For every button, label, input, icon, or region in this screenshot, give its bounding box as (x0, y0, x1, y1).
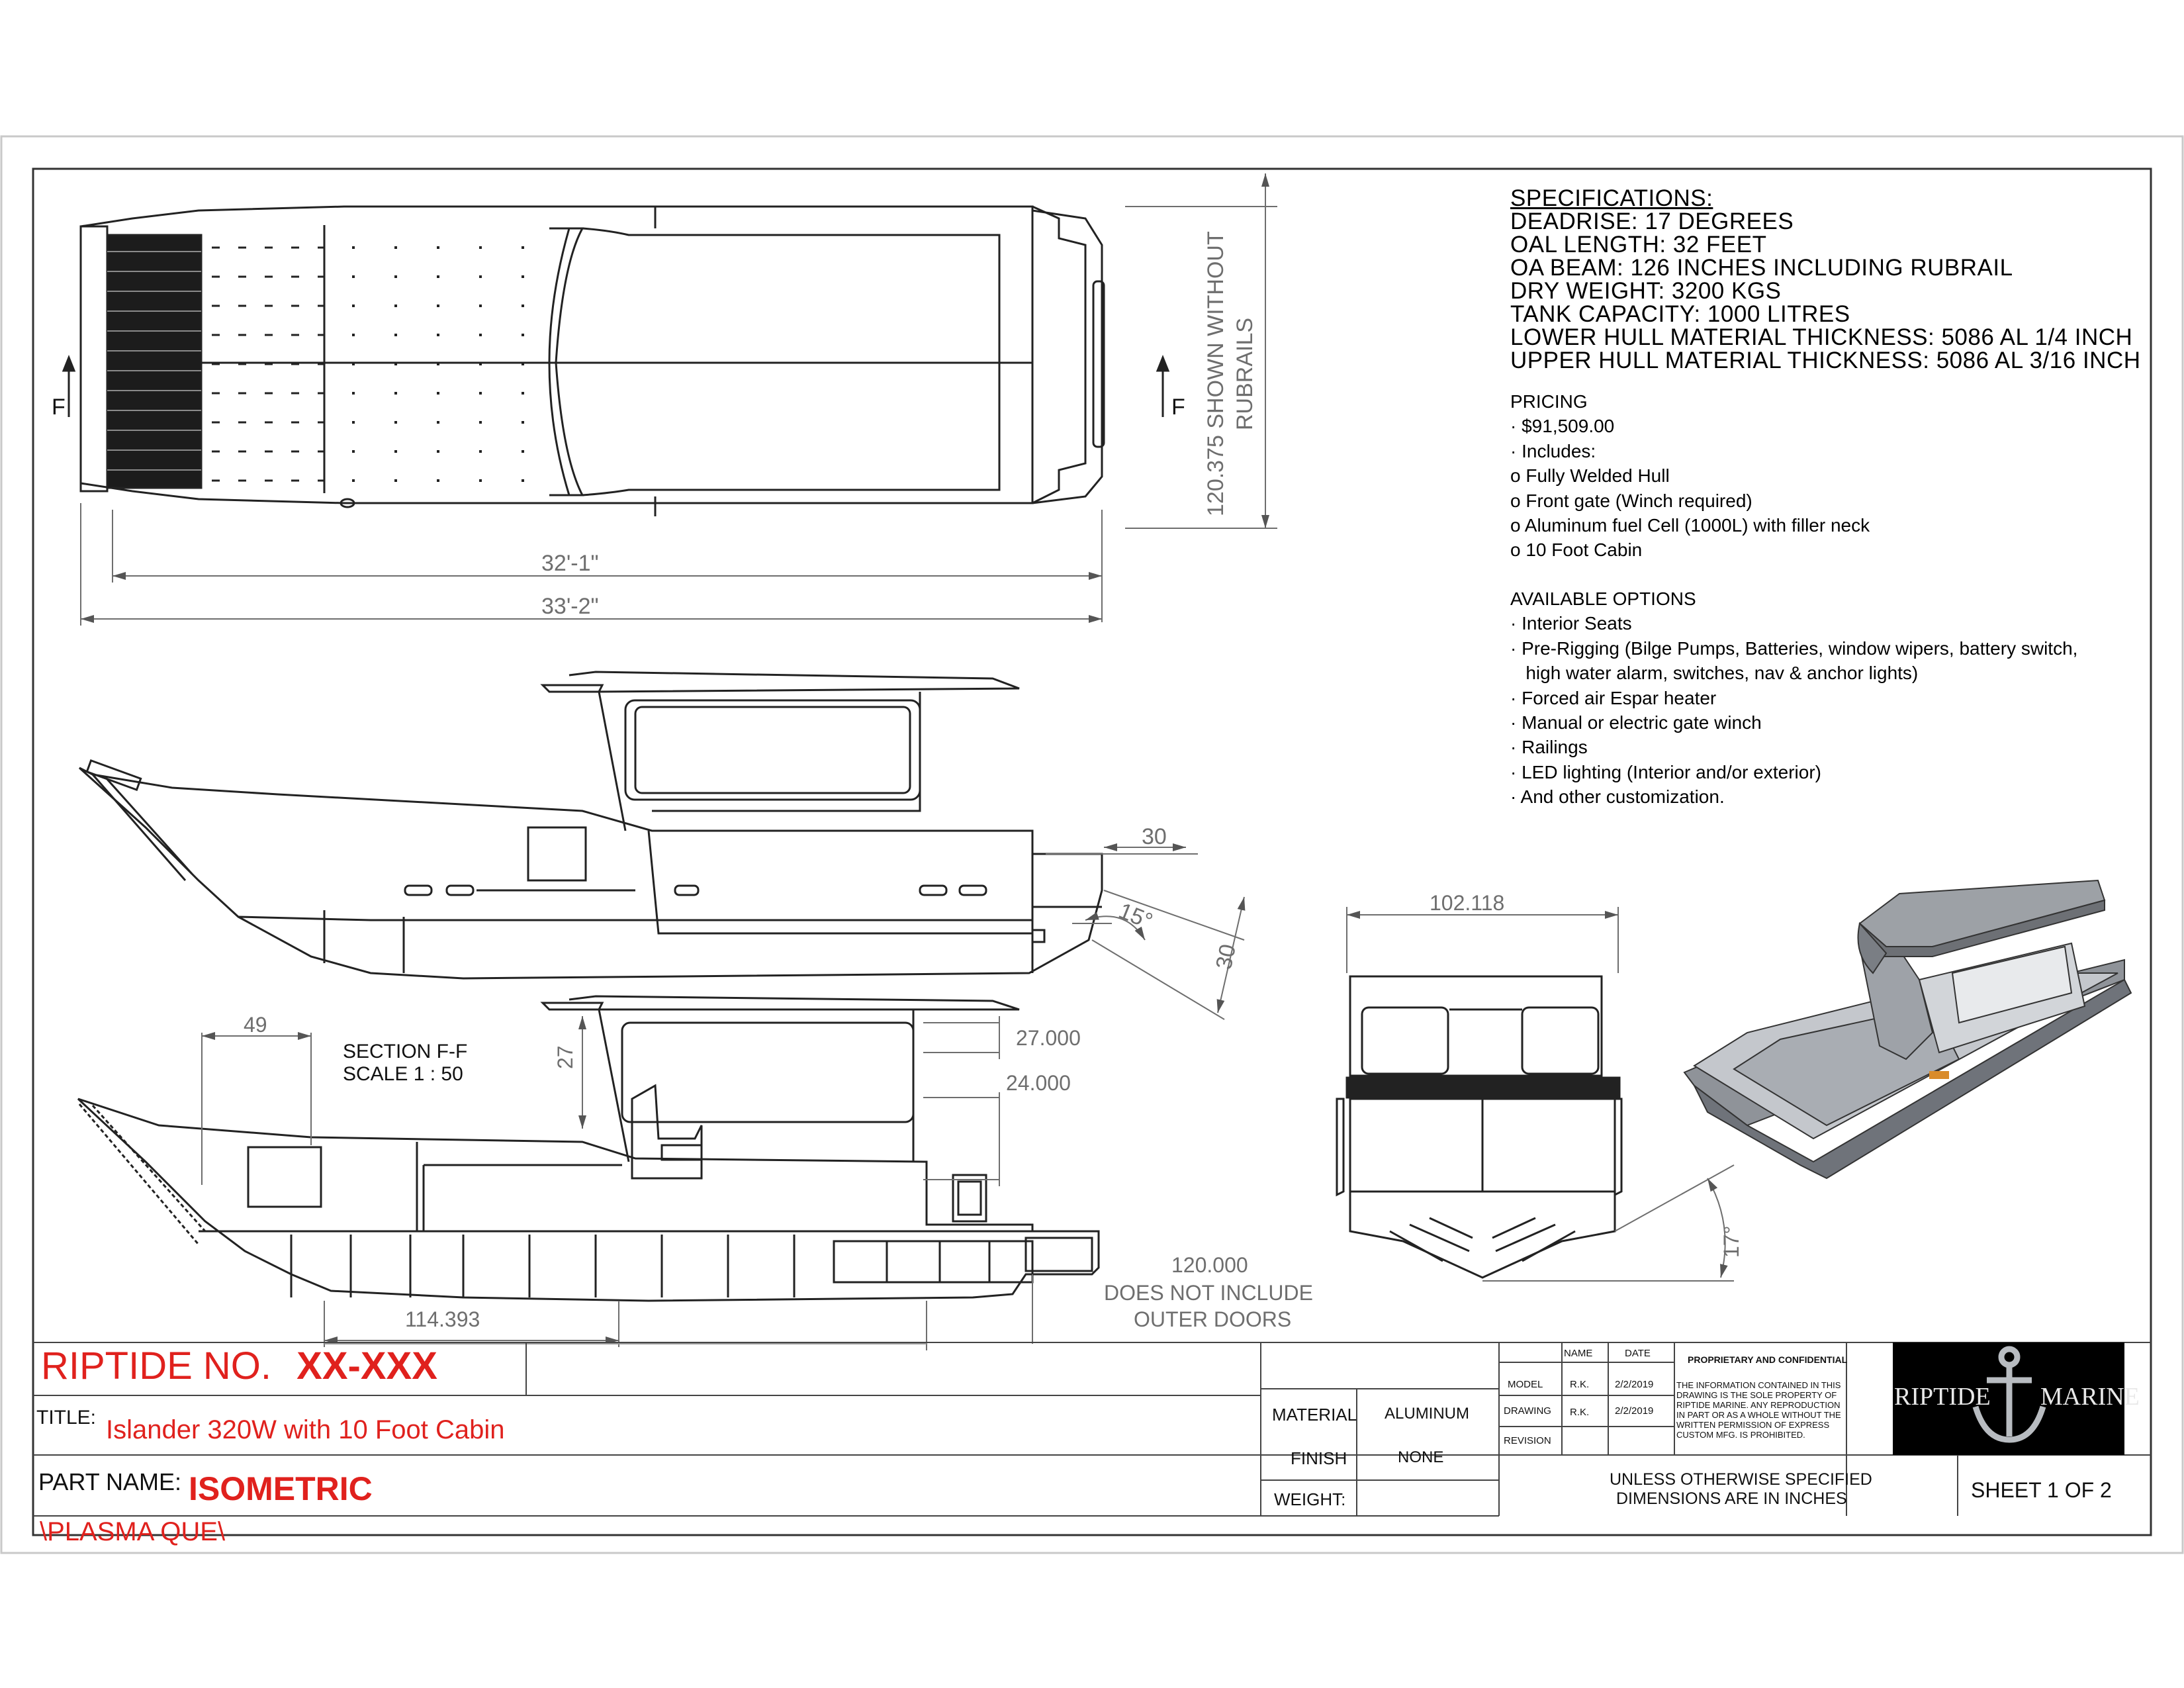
model-name: R.K. (1570, 1379, 1590, 1390)
plasma-que: \PLASMA QUE\ (40, 1517, 226, 1546)
title-value: Islander 320W with 10 Foot Cabin (106, 1415, 505, 1444)
proprietary-line: RIPTIDE MARINE. ANY REPRODUCTION (1676, 1400, 1841, 1410)
dim-length-overall: 33'-2" (541, 594, 599, 619)
proprietary-line: THE INFORMATION CONTAINED IN THIS (1676, 1380, 1841, 1390)
price: · $91,509.00 (1510, 416, 1615, 437)
material-value: ALUMINUM (1385, 1405, 1470, 1423)
finish-label: FINISH (1291, 1448, 1347, 1468)
pricing-block (1510, 389, 1870, 563)
includes-item: o Fully Welded Hull (1510, 465, 1670, 487)
spec-line: UPPER HULL MATERIAL THICKNESS: 5086 AL 3/16 INCH (1510, 348, 2141, 373)
proprietary-line: CUSTOM MFG. IS PROHIBITED. (1676, 1430, 1805, 1440)
includes-item: o Aluminum fuel Cell (1000L) with filler neck (1510, 515, 1870, 536)
weight-label: WEIGHT: (1274, 1489, 1346, 1509)
front-view (1337, 976, 1621, 1278)
option-item: · Manual or electric gate winch (1510, 712, 1762, 733)
col-name: NAME (1564, 1348, 1593, 1359)
option-item: · LED lighting (Interior and/or exterior) (1510, 761, 1821, 782)
option-item: · And other customization. (1510, 786, 1725, 808)
dim-side-30-v: 30 (1211, 941, 1242, 972)
option-item: · Interior Seats (1510, 613, 1632, 634)
title-label: TITLE: (36, 1407, 97, 1429)
dim-sec-49: 49 (244, 1013, 267, 1037)
model-date: 2/2/2019 (1615, 1379, 1654, 1390)
dim-beam-note-1: 120.375 SHOWN WITHOUT (1203, 231, 1228, 516)
isometric-render (1684, 880, 2131, 1178)
side-view (79, 672, 1102, 978)
proprietary-text (1676, 1380, 1841, 1440)
proprietary-title: PROPRIETARY AND CONFIDENTIAL (1688, 1354, 1848, 1365)
dim-sec-27: 27 (553, 1045, 577, 1069)
dim-sec-120: 120.000 (1171, 1253, 1248, 1277)
part-name-label: PART NAME: (38, 1468, 182, 1495)
material-label: MATERIAL (1272, 1405, 1357, 1425)
dim-side-30-h: 30 (1142, 824, 1167, 849)
unless-line-2: DIMENSIONS ARE IN INCHES (1616, 1489, 1847, 1508)
part-name-value: ISOMETRIC (189, 1470, 373, 1507)
dim-sec-114: 114.393 (405, 1307, 480, 1331)
dim-front-width: 102.118 (1430, 891, 1505, 915)
logo-text-right: MARINE (2040, 1383, 2140, 1411)
logo-text-left: RIPTIDE (1894, 1383, 1991, 1411)
section-mark-right: F (1171, 395, 1185, 420)
spec-line: TANK CAPACITY: 1000 LITRES (1510, 301, 1850, 327)
riptide-label: RIPTIDE NO. (41, 1344, 272, 1387)
dim-front-angle: 17° (1719, 1225, 1743, 1258)
spec-line: DEADRISE: 17 DEGREES (1510, 209, 1794, 234)
section-label: SECTION F-F (343, 1041, 468, 1062)
includes-item: o Front gate (Winch required) (1510, 490, 1752, 511)
section-scale: SCALE 1 : 50 (343, 1063, 463, 1085)
includes-item: o 10 Foot Cabin (1510, 539, 1643, 561)
sheet-number: SHEET 1 OF 2 (1971, 1478, 2112, 1502)
dim-sec-24000: 24.000 (1006, 1071, 1071, 1095)
row-revision: REVISION (1504, 1435, 1551, 1446)
options-block (1510, 586, 2077, 810)
specifications-heading: SPECIFICATIONS: (1510, 185, 1713, 211)
options-heading: AVAILABLE OPTIONS (1510, 588, 1696, 609)
riptide-number-row (41, 1344, 437, 1388)
option-item: · Railings (1510, 737, 1588, 758)
unless-line-1: UNLESS OTHERWISE SPECIFIED (1610, 1470, 1872, 1489)
dim-sec-note-2: OUTER DOORS (1134, 1307, 1292, 1331)
spec-line: LOWER HULL MATERIAL THICKNESS: 5086 AL 1/4 INCH (1510, 324, 2133, 350)
option-item: · Forced air Espar heater (1510, 687, 1717, 708)
drawing-date: 2/2/2019 (1615, 1405, 1654, 1417)
specifications-block (1510, 187, 2141, 372)
top-view (81, 207, 1104, 516)
proprietary-line: IN PART OR AS A WHOLE WITHOUT THE (1676, 1410, 1841, 1420)
section-mark-left: F (52, 395, 66, 420)
col-date: DATE (1625, 1348, 1651, 1359)
row-model: MODEL (1508, 1379, 1543, 1390)
riptide-number: XX-XXX (296, 1344, 437, 1387)
dim-sec-note-1: DOES NOT INCLUDE (1104, 1281, 1313, 1305)
spec-line: OAL LENGTH: 32 FEET (1510, 232, 1767, 258)
spec-line: OA BEAM: 126 INCHES INCLUDING RUBRAIL (1510, 255, 2013, 281)
finish-value: NONE (1398, 1448, 1444, 1466)
spec-line: DRY WEIGHT: 3200 KGS (1510, 278, 1782, 304)
dim-beam-note-2: RUBRAILS (1232, 317, 1257, 430)
includes-label: · Includes: (1510, 440, 1596, 461)
section-view (78, 996, 1099, 1301)
option-item: · Pre-Rigging (Bilge Pumps, Batteries, window wipers, battery switch, (1510, 637, 2078, 659)
proprietary-line: DRAWING IS THE SOLE PROPERTY OF (1676, 1390, 1837, 1400)
row-drawing: DRAWING (1504, 1405, 1551, 1417)
dim-side-angle: 15° (1115, 898, 1156, 935)
option-item: high water alarm, switches, nav & anchor lights) (1510, 663, 1919, 684)
proprietary-line: WRITTEN PERMISSION OF EXPRESS (1676, 1420, 1830, 1430)
dim-length-hull: 32'-1" (541, 551, 599, 576)
dim-sec-27000: 27.000 (1016, 1026, 1081, 1050)
pricing-heading: PRICING (1510, 391, 1588, 412)
drawing-name: R.K. (1570, 1407, 1590, 1418)
